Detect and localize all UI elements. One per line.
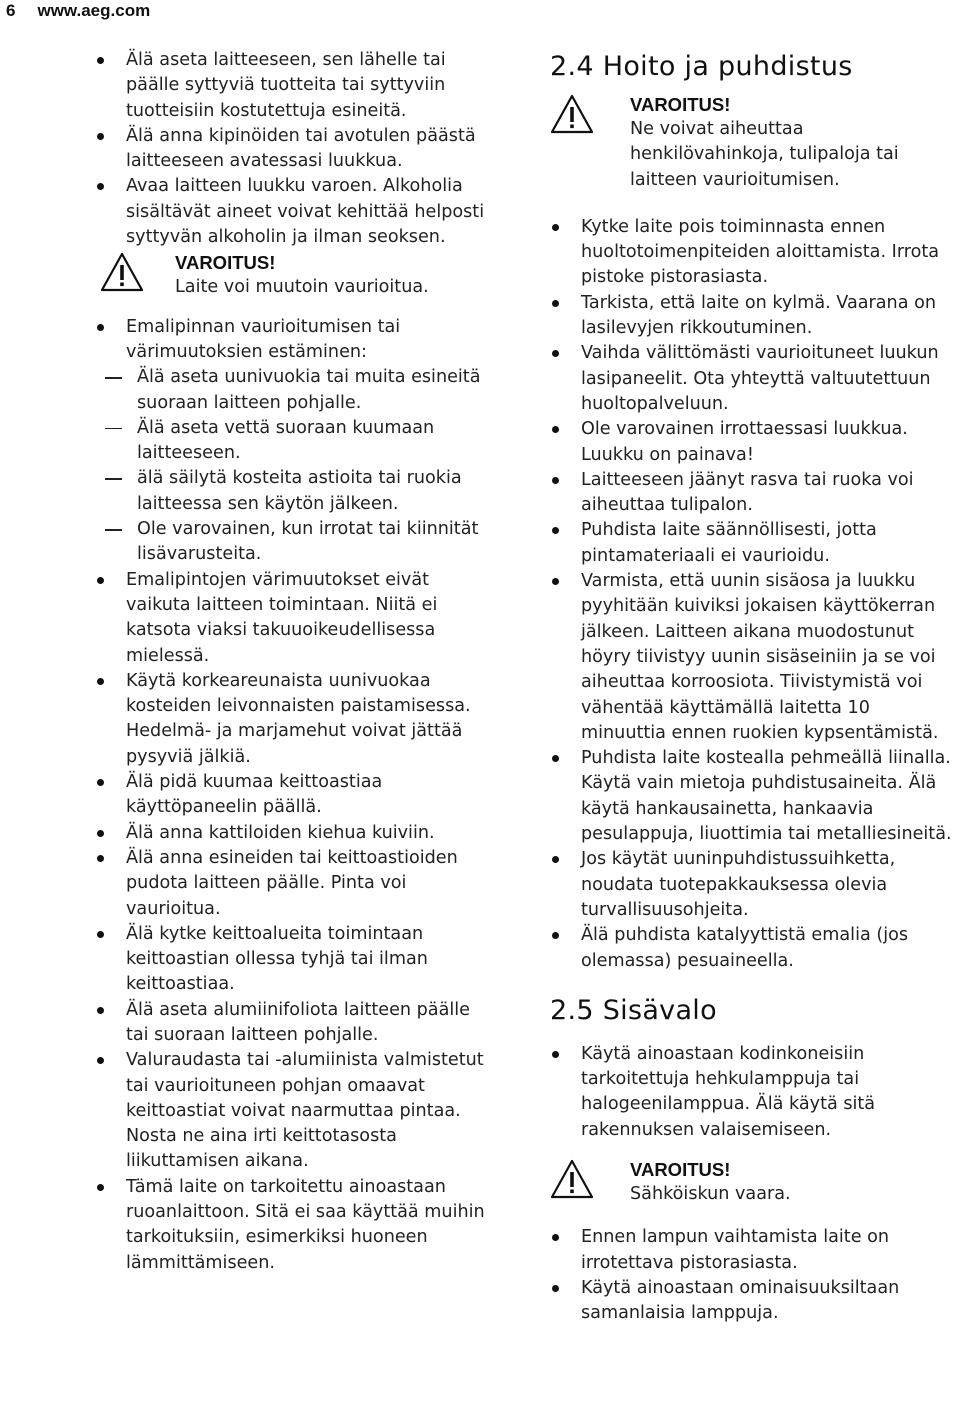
safety-list-1 — [95, 48, 490, 250]
list-item: Vaihda välittömästi vaurioituneet luukun lasipaneelit. Ota yhteyttä valtuutettuun huoltopalveluun. — [550, 341, 960, 417]
list-item: Käytä ainoastaan ominaisuuksiltaan samanlaisia lamppuja. — [550, 1276, 960, 1327]
sub-item: Älä aseta vettä suoraan kuumaan laitteeseen. — [95, 416, 490, 467]
list-item: Varmista, että uunin sisäosa ja luukku pyyhitään kuiviksi jokaisen käyttökerran jälkeen. Laitteen aikana muodostunut höyry tiivistyy uunin sisäseiniin ja se voi aiheuttaa korroosiota. Tiivistymistä voi vähentää käyttämällä laitetta 10 minuuttia ennen ruokien kypsentämistä. — [550, 569, 960, 746]
list-item: Älä aseta alumiinifoliota laitteen päälle tai suoraan laitteen pohjalle. — [95, 998, 490, 1049]
list-item: Älä kytke keittoalueita toimintaan keittoastian ollessa tyhjä tai ilman keittoastiaa. — [95, 922, 490, 998]
safety-list-2 — [95, 315, 490, 1276]
list-item: Käytä korkeareunaista uunivuokaa kosteiden leivonnaisten paistamisessa. Hedelmä- ja marjamehut voivat jättää pysyviä jälkiä. — [95, 669, 490, 770]
list-item: Älä anna kipinöiden tai avotulen päästä laitteeseen avatessasi luukkua. — [95, 124, 490, 175]
site-url: www.aeg.com — [37, 1, 151, 20]
left-column — [95, 48, 490, 1276]
enamel-sublist — [95, 365, 490, 567]
light-list-1 — [550, 1042, 960, 1143]
page-number: 6 — [6, 1, 16, 20]
sub-item: älä säilytä kosteita astioita tai ruokia laitteessa sen käytön jälkeen. — [95, 466, 490, 517]
warning-block — [550, 92, 960, 193]
warning-triangle-icon — [100, 252, 144, 292]
warning-text: Sähköiskun vaara. — [630, 1183, 791, 1204]
list-item: Puhdista laite säännöllisesti, jotta pintamateriaali ei vaurioidu. — [550, 518, 960, 569]
list-item: Jos käytät uuninpuhdistussuihketta, noudata tuotepakkauksessa olevia turvallisuusohjeita. — [550, 847, 960, 923]
page-header — [6, 1, 150, 21]
list-item — [95, 315, 490, 568]
light-list-2 — [550, 1225, 960, 1326]
list-item: Kytke laite pois toiminnasta ennen huoltotoimenpiteiden aloittamista. Irrota pistoke pistorasiasta. — [550, 215, 960, 291]
warning-title: VAROITUS! — [175, 252, 276, 274]
section-heading-care: 2.4 Hoito ja puhdistus — [550, 51, 853, 82]
warning-text: Laite voi muutoin vaurioitua. — [175, 277, 429, 298]
sub-item: Älä aseta uunivuokia tai muita esineitä suoraan laitteen pohjalle. — [95, 365, 490, 416]
warning-text: Ne voivat aiheuttaa henkilövahinkoja, tulipaloja tai laitteen vaurioitumisen. — [630, 119, 899, 190]
list-item: Tarkista, että laite on kylmä. Vaarana on lasilevyjen rikkoutuminen. — [550, 291, 960, 342]
list-item: Älä anna kattiloiden kiehua kuiviin. — [95, 821, 490, 846]
warning-title: VAROITUS! — [630, 1158, 731, 1180]
list-item: Valuraudasta tai -alumiinista valmistetut tai vaurioituneen pohjan omaavat keittoastiat voivat naarmuttaa pintaa. Nosta ne aina irti keittotasosta liikuttamisen aikana. — [95, 1048, 490, 1174]
list-item: Älä pidä kuumaa keittoastiaa käyttöpaneelin päällä. — [95, 770, 490, 821]
sub-item: Ole varovainen, kun irrotat tai kiinnität lisävarusteita. — [95, 517, 490, 568]
list-item: Ole varovainen irrottaessasi luukkua. Luukku on painava! — [550, 417, 960, 468]
list-item: Puhdista laite kostealla pehmeällä liinalla. Käytä vain mietoja puhdistusaineita. Älä käytä hankausainetta, hankaavia pesulappuja, liuottimia tai metalliesineitä. — [550, 746, 960, 847]
list-item: Avaa laitteen luukku varoen. Alkoholia sisältävät aineet voivat kehittää helposti syttyvän alkoholin ja ilman seoksen. — [95, 174, 490, 250]
warning-block — [550, 1157, 960, 1207]
list-item: Käytä ainoastaan kodinkoneisiin tarkoitettuja hehkulamppuja tai halogeenilamppua. Älä käytä sitä rakennuksen valaisemiseen. — [550, 1042, 960, 1143]
list-item: Älä anna esineiden tai keittoastioiden pudota laitteen päälle. Pinta voi vaurioitua. — [95, 846, 490, 922]
enamel-intro: Emalipinnan vaurioitumisen tai värimuutoksien estäminen: — [126, 316, 401, 362]
list-item: Tämä laite on tarkoitettu ainoastaan ruoanlaittoon. Sitä ei saa käyttää muihin tarkoituksiin, esimerkiksi huoneen lämmittämiseen. — [95, 1175, 490, 1276]
section-heading-light: 2.5 Sisävalo — [550, 994, 717, 1026]
warning-title: VAROITUS! — [630, 94, 731, 115]
right-column — [550, 50, 960, 1326]
warning-block — [0, 250, 490, 300]
list-item: Emalipintojen värimuutokset eivät vaikuta laitteen toimintaan. Niitä ei katsota viaksi takuuoikeudellisessa mielessä. — [95, 568, 490, 669]
warning-triangle-icon — [550, 1159, 594, 1199]
warning-triangle-icon — [550, 94, 594, 134]
care-list — [550, 215, 960, 974]
list-item: Älä puhdista katalyyttistä emalia (jos olemassa) pesuaineella. — [550, 923, 960, 974]
list-item: Ennen lampun vaihtamista laite on irrotettava pistorasiasta. — [550, 1225, 960, 1276]
list-item: Älä aseta laitteeseen, sen lähelle tai päälle syttyviä tuotteita tai syttyviin tuotteisiin kostutettuja esineitä. — [95, 48, 490, 124]
list-item: Laitteeseen jäänyt rasva tai ruoka voi aiheuttaa tulipalon. — [550, 468, 960, 519]
